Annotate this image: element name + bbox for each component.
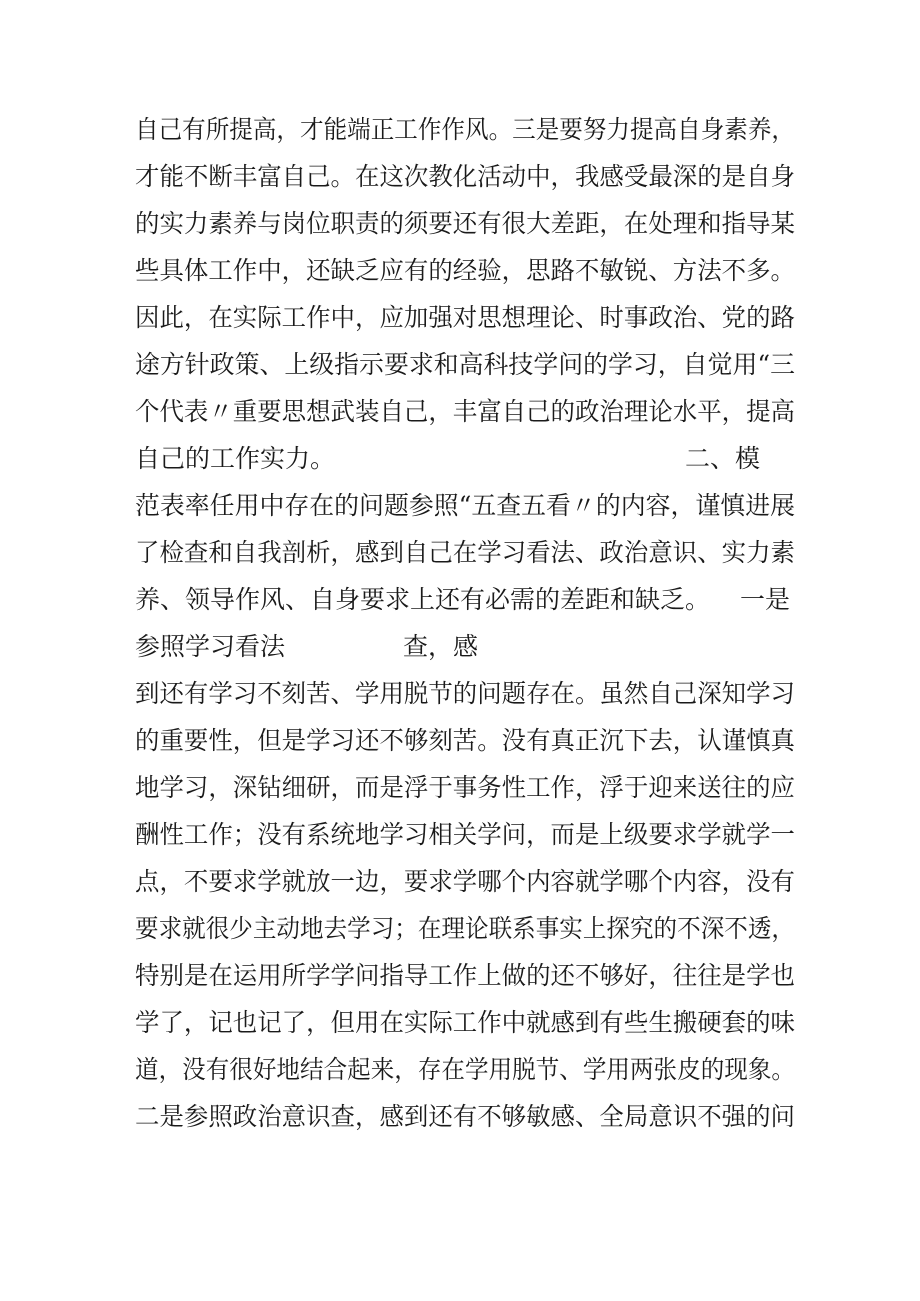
line-text: 因此，在实际工作中，应加强对思想理论、时事政治、党的路 bbox=[135, 303, 795, 332]
line-text: 点，不要求学就放一边，要求学哪个内容就学哪个内容，没有 bbox=[135, 867, 795, 896]
line-text: 要求就很少主动地去学习；在理论联系事实上探究的不深不透， bbox=[135, 914, 795, 943]
line-text: 地学习，深钻细研，而是浮于事务性工作，浮于迎来送往的应 bbox=[135, 773, 795, 802]
line-text: 范表率任用中存在的问题参照“五查五看〃的内容，谨慎进展 bbox=[135, 491, 795, 520]
line-text: 的重要性，但是学习还不够刻苦。没有真正沉下去，认谨慎真 bbox=[135, 726, 795, 755]
line-text: 的实力素养与岗位职责的须要还有很大差距，在处理和指导某 bbox=[135, 209, 795, 238]
line-text: 二、模 bbox=[685, 444, 761, 473]
line-text: 道，没有很好地结合起来，存在学用脱节、学用两张皮的现象。 bbox=[135, 1055, 795, 1084]
line-text: 养、领导作风、自身要求上还有必需的差距和缺乏。 bbox=[135, 585, 711, 614]
line-text: 些具体工作中，还缺乏应有的经验，思路不敏锐、方法不多。 bbox=[135, 256, 795, 285]
line-text: 参照学习看法 bbox=[135, 632, 286, 661]
line-text: 二是参照政治意识查，感到还有不够敏感、全局意识不强的问 bbox=[135, 1102, 795, 1131]
line-text: 才能不断丰富自己。在这次教化活动中，我感受最深的是自身 bbox=[135, 162, 795, 191]
line-text: 一是 bbox=[740, 585, 791, 614]
line-text: 途方针政策、上级指示要求和高科技学问的学习，自觉用“三 bbox=[135, 350, 795, 379]
line-text: 了检查和自我剖析，感到自己在学习看法、政治意识、实力素 bbox=[135, 538, 795, 567]
line-text: 到还有学习不刻苦、学用脱节的问题存在。虽然自己深知学习 bbox=[135, 679, 795, 708]
line-text: 自己有所提高，才能端正工作作风。三是要努力提高自身素养， bbox=[135, 115, 795, 144]
line-text: 特别是在运用所学学问指导工作上做的还不够好，往往是学也 bbox=[135, 961, 795, 990]
line-text: 查，感 bbox=[403, 632, 479, 661]
line-text: 酬性工作；没有系统地学习相关学问，而是上级要求学就学一 bbox=[135, 820, 795, 849]
line-text: 自己的工作实力。 bbox=[135, 444, 336, 473]
line-text: 学了，记也记了，但用在实际工作中就感到有些生搬硬套的味 bbox=[135, 1008, 795, 1037]
line-text: 个代表〃重要思想武装自己，丰富自己的政治理论水平，提高 bbox=[135, 397, 795, 426]
